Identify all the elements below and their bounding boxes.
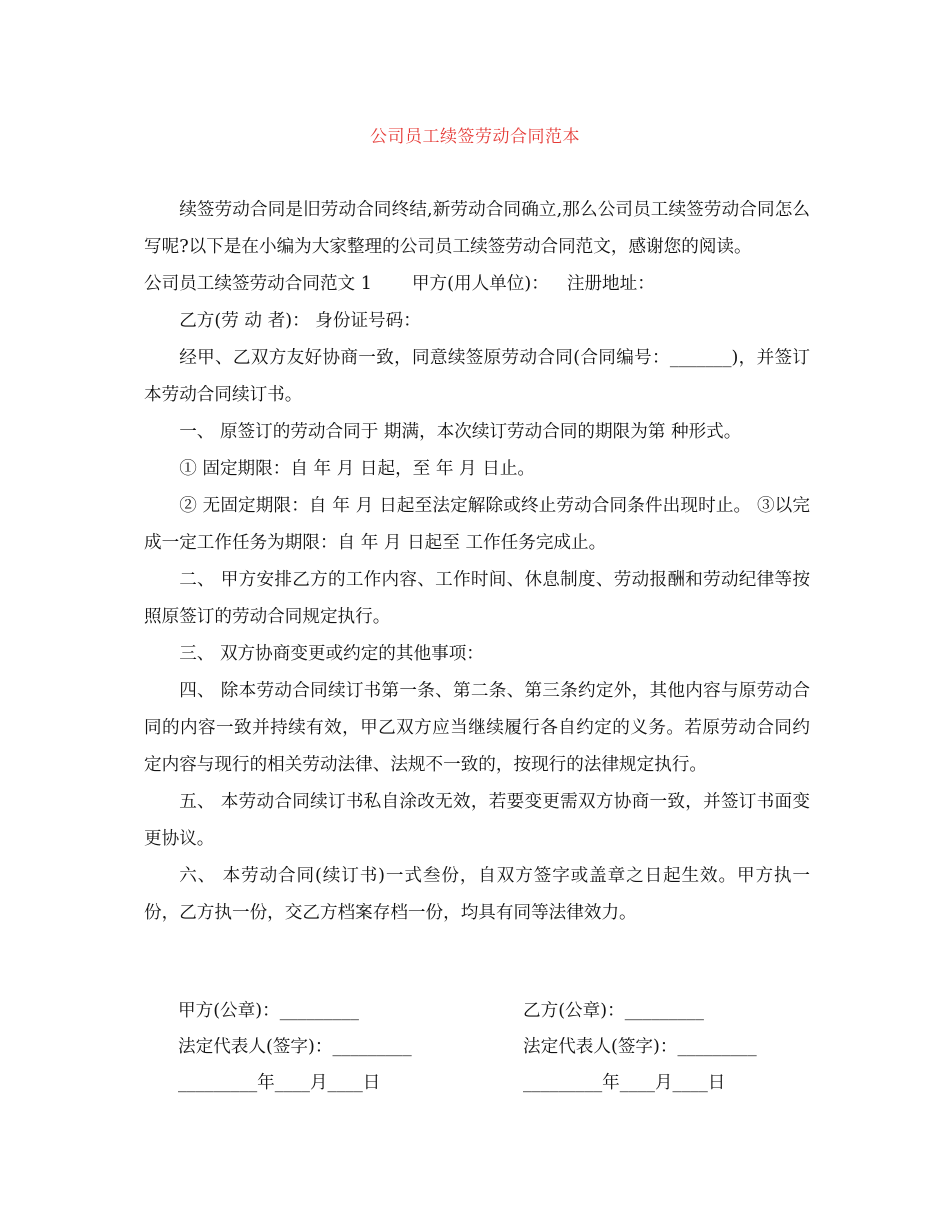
sample-heading: 公司员工续签劳动合同范文 1 bbox=[144, 274, 372, 294]
document-body bbox=[144, 192, 810, 932]
intro-paragraph: 续签劳动合同是旧劳动合同终结,新劳动合同确立,那么公司员工续签劳动合同怎么写呢?以下是在小编为大家整理的公司员工续签劳动合同范文，感谢您的阅读。 bbox=[144, 200, 810, 257]
option-1: ① 固定期限：自 年 月 日起，至 年 月 日止。 bbox=[179, 459, 536, 479]
party-b-representative: 法定代表人(签字)：_________ bbox=[523, 1037, 757, 1057]
registered-address-label: 注册地址： bbox=[566, 274, 655, 294]
clause-4: 四、 除本劳动合同续订书第一条、第二条、第三条约定外，其他内容与原劳动合同的内容一致并持续有效，甲乙双方应当继续履行各自约定的义务。若原劳动合同约定内容与现行的相关劳动法律、法规不一致的，按现行的法律规定执行。 bbox=[144, 681, 810, 775]
clause-6: 六、 本劳动合同(续订书)一式叁份，自双方签字或盖章之日起生效。甲方执一份，乙方执一份，交乙方档案存档一份，均具有同等法律效力。 bbox=[144, 866, 810, 923]
agreement-paragraph: 经甲、乙双方友好协商一致，同意续签原劳动合同(合同编号：_______)，并签订本劳动合同续订书。 bbox=[144, 348, 810, 405]
party-b-seal: 乙方(公章)：_________ bbox=[523, 1001, 704, 1021]
clause-5: 五、 本劳动合同续订书私自涂改无效，若要变更需双方协商一致，并签订书面变更协议。 bbox=[144, 792, 810, 849]
party-a-representative: 法定代表人(签字)：_________ bbox=[178, 1037, 412, 1057]
clause-1: 一、 原签订的劳动合同于 期满，本次续订劳动合同的期限为第 种形式。 bbox=[179, 422, 742, 442]
party-a-seal: 甲方(公章)：_________ bbox=[178, 1001, 359, 1021]
clause-3: 三、 双方协商变更或约定的其他事项： bbox=[179, 644, 484, 664]
option-2: ② 无固定期限：自 年 月 日起至法定解除或终止劳动合同条件出现时止。 ③以完成一定工作任务为期限：自 年 月 日起至 工作任务完成止。 bbox=[144, 496, 810, 553]
sample-heading-line bbox=[144, 266, 810, 303]
party-a-date: _________年____月____日 bbox=[178, 1073, 381, 1093]
party-b-date: _________年____月____日 bbox=[523, 1073, 726, 1093]
document-title: 公司员工续签劳动合同范本 bbox=[370, 127, 580, 147]
clause-2: 二、 甲方安排乙方的工作内容、工作时间、休息制度、劳动报酬和劳动纪律等按照原签订的劳动合同规定执行。 bbox=[144, 570, 810, 627]
party-a-label: 甲方(用人单位)： bbox=[411, 274, 549, 294]
party-b-line: 乙方(劳 动 者)： 身份证号码： bbox=[179, 311, 421, 331]
